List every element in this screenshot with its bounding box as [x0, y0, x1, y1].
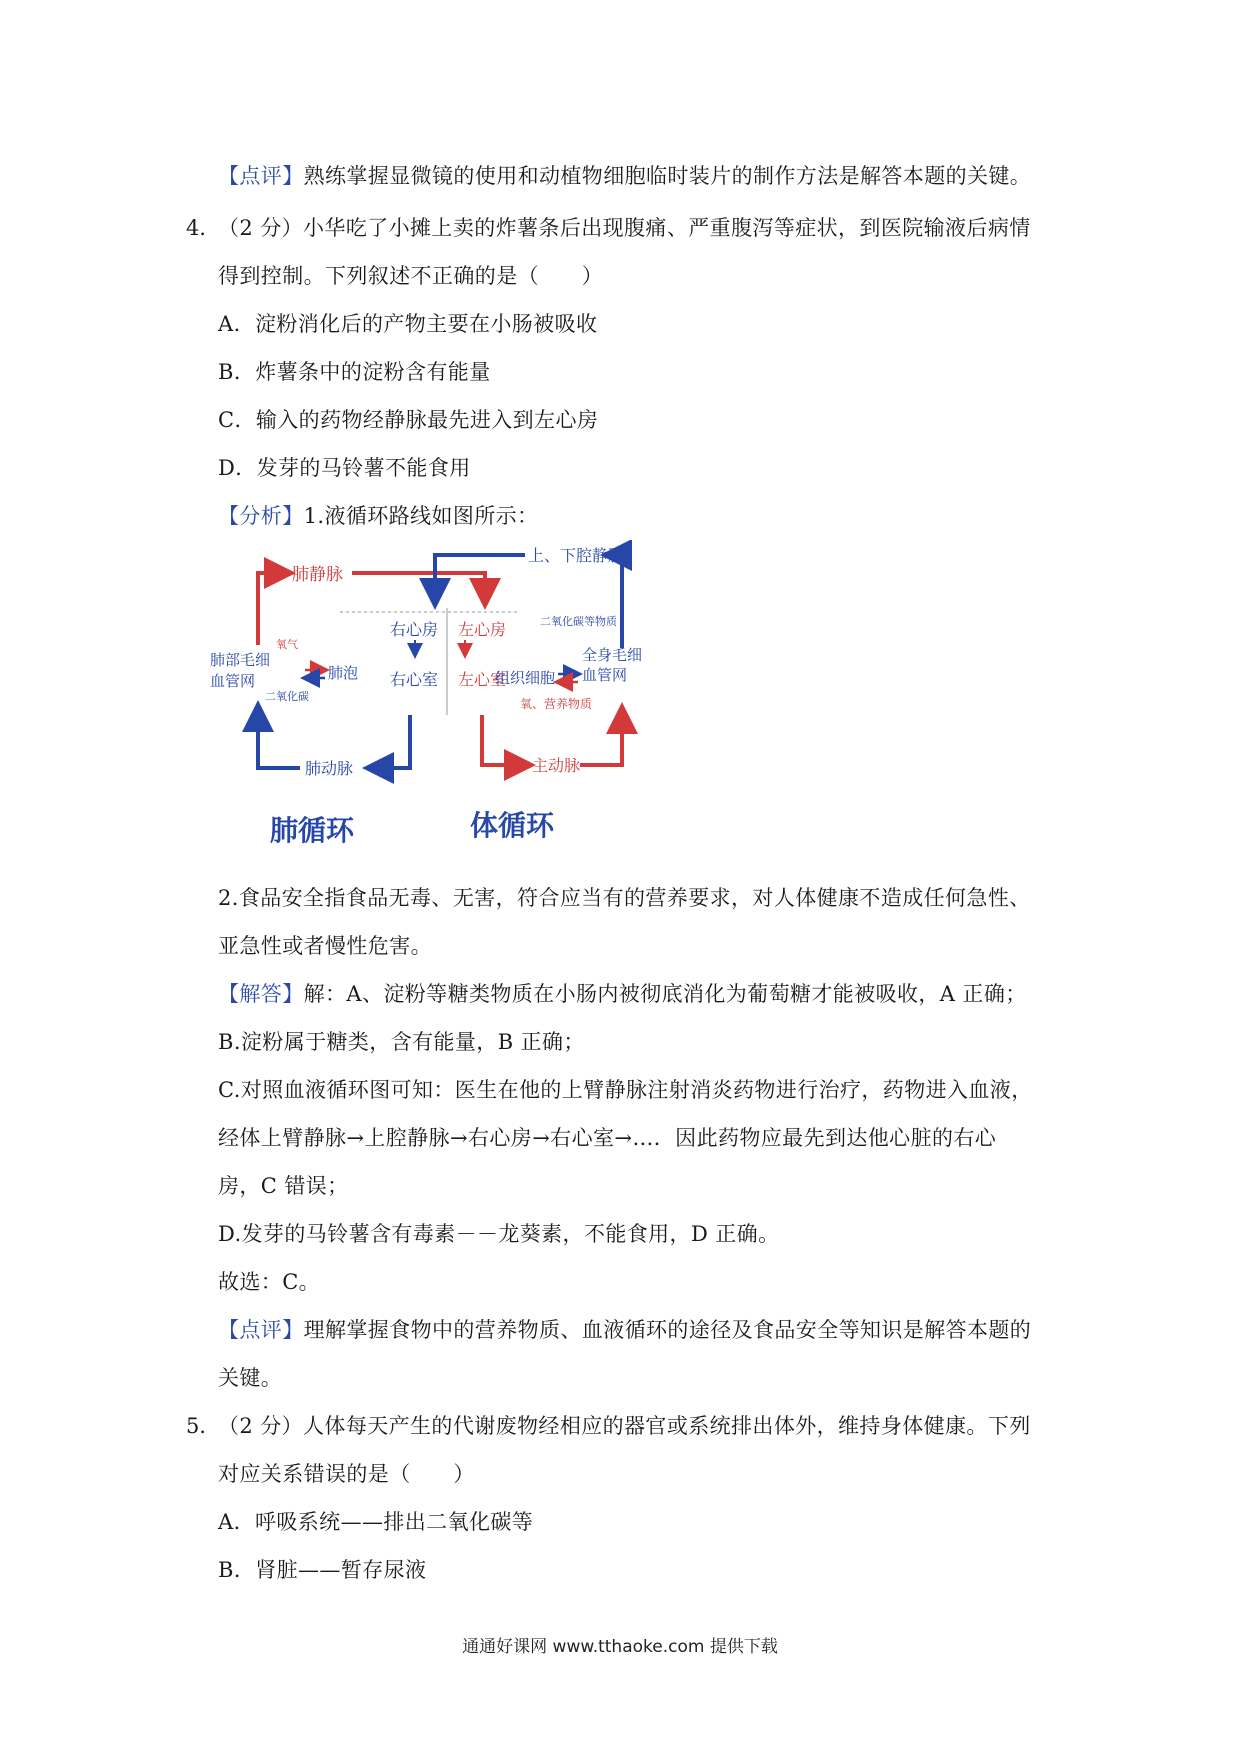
option-b: B．肾脏——暂存尿液	[218, 1558, 427, 1582]
label-body-capillary-1: 全身毛细	[582, 646, 643, 664]
label-left-atrium: 左心房	[458, 620, 507, 639]
label-right-atrium: 右心房	[390, 620, 439, 639]
comment-line	[218, 1314, 1031, 1344]
label-aorta: 主动脉	[532, 756, 581, 775]
option-d: D．发芽的马铃薯不能食用	[218, 456, 471, 480]
answer-text: 解：A、淀粉等糖类物质在小肠内被彻底消化为葡萄糖才能被吸收，A 正确；	[303, 982, 1027, 1006]
label-right-ventricle: 右心室	[390, 670, 439, 689]
comment-line: 关键。	[218, 1366, 283, 1390]
label-lung-capillary-1: 肺部毛细	[210, 651, 271, 669]
aorta-to-body	[580, 710, 622, 765]
label-pulmonary-vein: 肺静脉	[292, 565, 343, 585]
analysis-line	[218, 500, 538, 530]
page-footer: 通通好课网 www.tthaoke.com 提供下载	[462, 1637, 778, 1657]
question-stem: （2 分）小华吃了小摊上卖的炸薯条后出现腹痛、严重腹泻等症状，到医院输液后病情	[218, 216, 1031, 240]
question-number: 5．	[186, 1414, 221, 1438]
pulmonary-vein-to-left-atrium	[352, 573, 485, 602]
option-a: A．淀粉消化后的产物主要在小肠被吸收	[218, 312, 598, 336]
comment-tag: 【点评】	[218, 164, 304, 188]
question-stem: （2 分）人体每天产生的代谢废物经相应的器官或系统排出体外，维持身体健康。下列	[218, 1414, 1031, 1438]
label-lung-capillary-2: 血管网	[210, 672, 256, 690]
blood-circulation-diagram	[210, 540, 660, 860]
analysis-tag: 【分析】	[218, 504, 304, 528]
label-pulmonary-artery: 肺动脉	[305, 759, 354, 778]
label-co2-etc: 二氧化碳等物质	[540, 615, 617, 628]
analysis-point-2: 2.食品安全指食品无毒、无害，符合应当有的营养要求，对人体健康不造成任何急性、	[218, 886, 1031, 910]
pulmonary-vein-arrow	[258, 573, 288, 645]
comment-text: 熟练掌握显微镜的使用和动植物细胞临时装片的制作方法是解答本题的关键。	[303, 164, 1032, 188]
question-stem: 得到控制。下列叙述不正确的是（ ）	[218, 264, 604, 288]
option-b: B．炸薯条中的淀粉含有能量	[218, 360, 491, 384]
vena-cava-arrow	[608, 555, 622, 648]
pulmonary-artery-to-lung	[258, 708, 300, 768]
label-alveoli: 肺泡	[328, 664, 359, 682]
answer-choice: 故选：C。	[218, 1270, 321, 1294]
label-oxygen-nutrients: 氧、营养物质	[520, 697, 593, 711]
label-vena-cava: 上、下腔静脉	[528, 546, 625, 565]
label-co2: 二氧化碳	[265, 690, 309, 703]
option-a: A．呼吸系统——排出二氧化碳等	[218, 1510, 534, 1534]
option-c: C．输入的药物经静脉最先进入到左心房	[218, 408, 599, 432]
aorta-arrow	[482, 715, 528, 765]
analysis-text: 1.液循环路线如图所示：	[303, 504, 539, 528]
question-number: 4．	[186, 216, 221, 240]
analysis-point-2: 亚急性或者慢性危害。	[218, 934, 432, 958]
label-left-ventricle: 左心室	[458, 670, 507, 689]
prev-comment	[218, 160, 1031, 190]
answer-tag: 【解答】	[218, 982, 304, 1006]
vena-cava-to-right-atrium	[435, 555, 525, 602]
answer-line: D.发芽的马铃薯含有毒素－－龙葵素，不能食用，D 正确。	[218, 1222, 780, 1246]
answer-line: C.对照血液循环图可知：医生在他的上臂静脉注射消炎药物进行治疗，药物进入血液，	[218, 1078, 1033, 1102]
answer-line	[218, 978, 1027, 1008]
comment-tag: 【点评】	[218, 1318, 304, 1342]
label-pulmonary-circulation: 肺循环	[270, 814, 355, 847]
label-systemic-circulation: 体循环	[470, 809, 555, 842]
comment-text: 理解掌握食物中的营养物质、血液循环的途径及食品安全等知识是解答本题的	[303, 1318, 1032, 1342]
label-oxygen: 氧气	[276, 638, 298, 651]
answer-line: B.淀粉属于糖类，含有能量，B 正确；	[218, 1030, 585, 1054]
answer-line: 房，C 错误；	[218, 1174, 349, 1198]
question-stem: 对应关系错误的是（ ）	[218, 1462, 475, 1486]
label-body-capillary-2: 血管网	[582, 666, 628, 684]
answer-line: 经体上臂静脉→上腔静脉→右心房→右心室→…．因此药物应最先到达他心脏的右心	[218, 1126, 997, 1150]
label-tissue-cells: 组织细胞	[495, 669, 556, 687]
pulmonary-artery-arrow	[370, 715, 410, 768]
